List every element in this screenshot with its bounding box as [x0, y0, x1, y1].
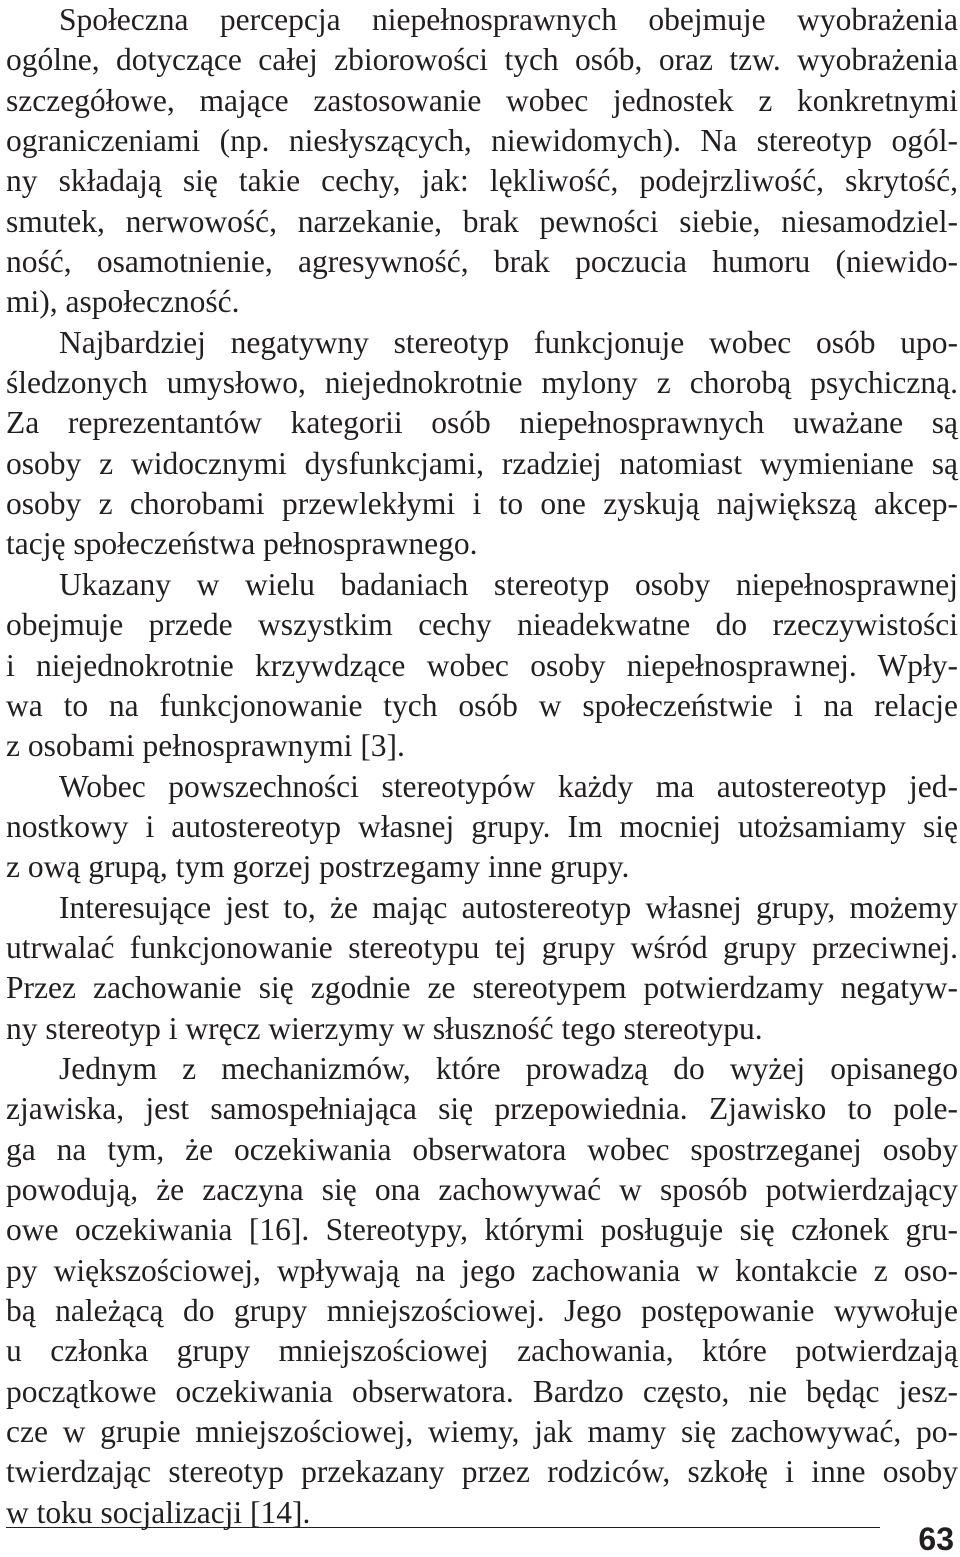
text-line: ność, osamotnienie, agresywność, brak poczucia humoru (niewido- — [6, 244, 958, 280]
text-line: Interesujące jest to, że mając autostereotyp własnej grupy, możemy — [59, 889, 958, 925]
text-line: z osobami pełnosprawnymi [3]. — [6, 728, 405, 764]
text-line: Ukazany w wielu badaniach stereotyp osoby niepełnosprawnej — [59, 566, 958, 602]
text-line: Najbardziej negatywny stereotyp funkcjonuje wobec osób upo- — [59, 324, 958, 360]
text-line: u członka grupy mniejszościowej zachowania, które potwierdzają — [6, 1333, 958, 1369]
text-line: powodują, że zaczyna się ona zachowywać w sposób potwierdzający — [6, 1171, 958, 1207]
text-line: osoby z chorobami przewlekłymi i to one zyskują największą akcep- — [6, 486, 958, 522]
text-line: utrwalać funkcjonowanie stereotypu tej grupy wśród grupy przeciwnej. — [6, 929, 958, 965]
text-line: Za reprezentantów kategorii osób niepełnosprawnych uważane są — [6, 405, 958, 441]
text-line: mi), aspołeczność. — [6, 284, 240, 320]
text-line: Przez zachowanie się zgodnie ze stereotypem potwierdzamy negatyw- — [6, 970, 958, 1006]
text-line: smutek, nerwowość, narzekanie, brak pewności siebie, niesamodziel- — [6, 203, 958, 239]
text-line: Społeczna percepcja niepełnosprawnych obejmuje wyobrażenia — [59, 2, 958, 37]
text-line: cze w grupie mniejszościowej, wiemy, jak mamy się zachowywać, po- — [6, 1414, 958, 1450]
text-line: z ową grupą, tym gorzej postrzegamy inne grupy. — [6, 849, 630, 885]
text-line: śledzonych umysłowo, niejednokrotnie mylony z chorobą psychiczną. — [6, 365, 958, 401]
text-line: twierdzając stereotyp przekazany przez rodziców, szkołę i inne osoby — [6, 1454, 958, 1490]
text-line: tację społeczeństwa pełnosprawnego. — [6, 526, 478, 562]
text-line: ogólne, dotyczące całej zbiorowości tych osób, oraz tzw. wyobrażenia — [6, 42, 958, 78]
page-number: 63 — [918, 1521, 954, 1557]
text-line: ograniczeniami (np. niesłyszących, niewidomych). Na stereotyp ogól- — [6, 123, 958, 159]
text-line: szczegółowe, mające zastosowanie wobec jednostek z konkretnymi — [6, 82, 958, 118]
page-body-text — [6, 0, 958, 1533]
text-line: owe oczekiwania [16]. Stereotypy, którymi posługuje się członek gru- — [6, 1212, 958, 1248]
text-line: początkowe oczekiwania obserwatora. Bardzo często, nie będąc jesz- — [6, 1373, 958, 1409]
text-line: ga na tym, że oczekiwania obserwatora wobec spostrzeganej osoby — [6, 1131, 958, 1167]
text-line: ny stereotyp i wręcz wierzymy w słuszność tego stereotypu. — [6, 1010, 763, 1046]
text-line: zjawiska, jest samospełniająca się przepowiednia. Zjawisko to pole- — [6, 1091, 958, 1127]
text-line: ny składają się takie cechy, jak: lękliwość, podejrzliwość, skrytość, — [6, 163, 958, 199]
text-line: bą należącą do grupy mniejszościowej. Jego postępowanie wywołuje — [6, 1293, 958, 1328]
text-line: obejmuje przede wszystkim cechy nieadekwatne do rzeczywistości — [6, 607, 958, 643]
text-line: Jednym z mechanizmów, które prowadzą do wyżej opisanego — [59, 1050, 958, 1086]
text-line: i niejednokrotnie krzywdzące wobec osoby niepełnosprawnej. Wpły- — [6, 647, 958, 683]
footer-rule — [6, 1527, 880, 1528]
text-line: osoby z widocznymi dysfunkcjami, rzadziej natomiast wymieniane są — [6, 445, 958, 481]
text-line: wa to na funkcjonowanie tych osób w społeczeństwie i na relacje — [6, 687, 958, 723]
text-line: w toku socjalizacji [14]. — [6, 1494, 311, 1530]
text-line: nostkowy i autostereotyp własnej grupy. Im mocniej utożsamiamy się — [6, 808, 958, 844]
text-line: Wobec powszechności stereotypów każdy ma autostereotyp jed- — [59, 768, 958, 804]
text-line: py większościowej, wpływają na jego zachowania w kontakcie z oso- — [6, 1252, 958, 1288]
